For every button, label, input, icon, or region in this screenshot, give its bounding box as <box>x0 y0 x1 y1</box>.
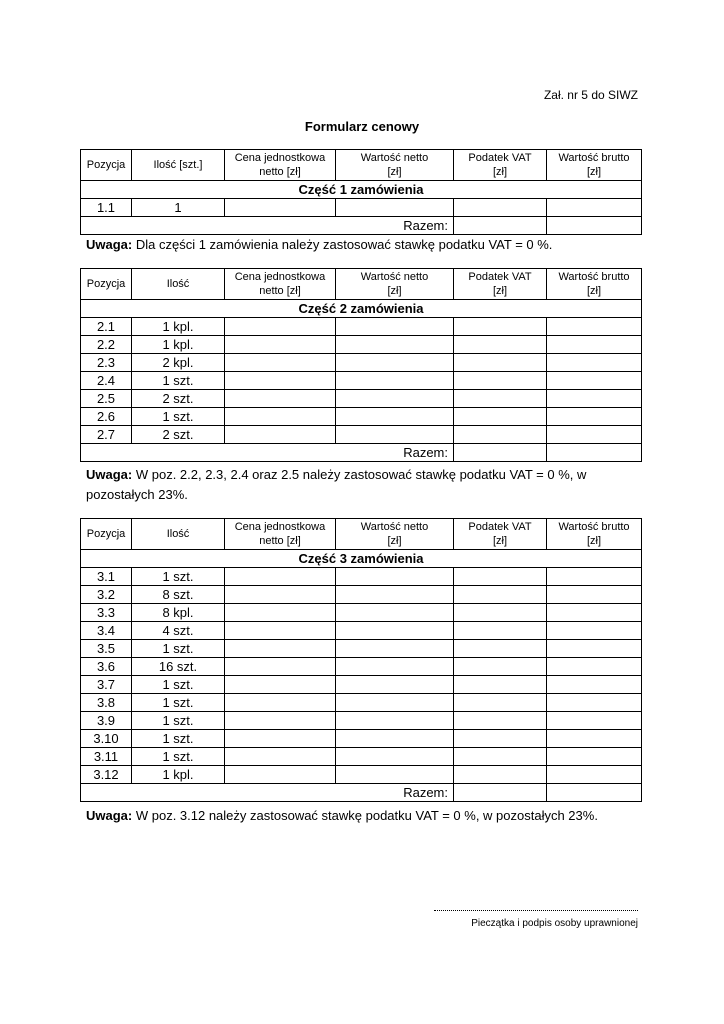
net-value-cell[interactable] <box>336 730 454 748</box>
quantity-cell: 1 <box>132 199 225 217</box>
gross-value-cell[interactable] <box>547 372 642 390</box>
total-vat-cell[interactable] <box>454 217 547 235</box>
gross-value-cell[interactable] <box>547 694 642 712</box>
unit-price-cell[interactable] <box>225 390 336 408</box>
table-row <box>81 408 642 426</box>
quantity-cell: 2 szt. <box>132 390 225 408</box>
net-value-cell[interactable] <box>336 372 454 390</box>
net-value-cell[interactable] <box>336 426 454 444</box>
attachment-reference: Zał. nr 5 do SIWZ <box>543 88 638 102</box>
gross-value-cell[interactable] <box>547 586 642 604</box>
total-gross-cell[interactable] <box>547 217 642 235</box>
column-header: Ilość [szt.] <box>132 150 225 181</box>
unit-price-cell[interactable] <box>225 408 336 426</box>
quantity-cell: 1 szt. <box>132 408 225 426</box>
table-row <box>81 318 642 336</box>
quantity-cell: 16 szt. <box>132 658 225 676</box>
gross-value-cell[interactable] <box>547 658 642 676</box>
table-row <box>81 199 642 217</box>
unit-price-cell[interactable] <box>225 568 336 586</box>
unit-price-cell[interactable] <box>225 354 336 372</box>
part-title: Część 2 zamówienia <box>81 300 642 318</box>
quantity-cell: 1 szt. <box>132 640 225 658</box>
table-row <box>81 372 642 390</box>
column-header: Cena jednostkowa netto [zł] <box>225 150 336 181</box>
column-header: Podatek VAT [zł] <box>454 150 547 181</box>
quantity-cell: 1 kpl. <box>132 318 225 336</box>
vat-cell[interactable] <box>454 336 547 354</box>
unit-price-cell[interactable] <box>225 318 336 336</box>
vat-cell[interactable] <box>454 426 547 444</box>
position-cell: 2.2 <box>81 336 132 354</box>
total-label: Razem: <box>81 217 454 235</box>
column-header: Cena jednostkowa netto [zł] <box>225 269 336 300</box>
quantity-cell: 1 szt. <box>132 712 225 730</box>
note-label: Uwaga: <box>86 237 133 252</box>
net-value-cell[interactable] <box>336 694 454 712</box>
total-label: Razem: <box>81 784 454 802</box>
quantity-cell: 2 kpl. <box>132 354 225 372</box>
position-cell: 3.4 <box>81 622 132 640</box>
vat-cell[interactable] <box>454 748 547 766</box>
gross-value-cell[interactable] <box>547 604 642 622</box>
unit-price-cell[interactable] <box>225 604 336 622</box>
price-table-part-2 <box>80 268 642 462</box>
position-cell: 3.11 <box>81 748 132 766</box>
quantity-cell: 1 szt. <box>132 568 225 586</box>
net-value-cell[interactable] <box>336 586 454 604</box>
column-header: Pozycja <box>81 519 132 550</box>
column-header: Ilość <box>132 519 225 550</box>
column-header: Ilość <box>132 269 225 300</box>
net-value-cell[interactable] <box>336 676 454 694</box>
price-table-part-3 <box>80 518 642 802</box>
vat-cell[interactable] <box>454 390 547 408</box>
unit-price-cell[interactable] <box>225 622 336 640</box>
table-row <box>81 640 642 658</box>
gross-value-cell[interactable] <box>547 766 642 784</box>
quantity-cell: 2 szt. <box>132 426 225 444</box>
part-title: Część 3 zamówienia <box>81 550 642 568</box>
gross-value-cell[interactable] <box>547 426 642 444</box>
column-header: Pozycja <box>81 150 132 181</box>
vat-cell[interactable] <box>454 712 547 730</box>
table-row <box>81 676 642 694</box>
unit-price-cell[interactable] <box>225 199 336 217</box>
vat-note <box>86 465 616 505</box>
table-row <box>81 586 642 604</box>
position-cell: 2.3 <box>81 354 132 372</box>
unit-price-cell[interactable] <box>225 748 336 766</box>
vat-cell[interactable] <box>454 694 547 712</box>
table-header-row <box>81 150 642 181</box>
quantity-cell: 1 szt. <box>132 730 225 748</box>
table-row <box>81 712 642 730</box>
position-cell: 3.6 <box>81 658 132 676</box>
net-value-cell[interactable] <box>336 336 454 354</box>
net-value-cell[interactable] <box>336 658 454 676</box>
table-row <box>81 354 642 372</box>
position-cell: 3.12 <box>81 766 132 784</box>
table-row <box>81 390 642 408</box>
note-label: Uwaga: <box>86 808 133 823</box>
note-text: W poz. 3.12 należy zastosować stawkę podatku VAT = 0 %, w pozostałych 23%. <box>132 808 598 823</box>
quantity-cell: 1 szt. <box>132 372 225 390</box>
note-text: Dla części 1 zamówienia należy zastosować stawkę podatku VAT = 0 %. <box>132 237 553 252</box>
gross-value-cell[interactable] <box>547 354 642 372</box>
position-cell: 3.5 <box>81 640 132 658</box>
column-header: Wartość brutto [zł] <box>547 150 642 181</box>
quantity-cell: 1 szt. <box>132 748 225 766</box>
position-cell: 3.3 <box>81 604 132 622</box>
total-vat-cell[interactable] <box>454 784 547 802</box>
vat-cell[interactable] <box>454 730 547 748</box>
column-header: Wartość brutto [zł] <box>547 269 642 300</box>
net-value-cell[interactable] <box>336 622 454 640</box>
vat-cell[interactable] <box>454 676 547 694</box>
net-value-cell[interactable] <box>336 568 454 586</box>
vat-cell[interactable] <box>454 640 547 658</box>
vat-cell[interactable] <box>454 372 547 390</box>
unit-price-cell[interactable] <box>225 712 336 730</box>
note-label: Uwaga: <box>86 467 133 482</box>
unit-price-cell[interactable] <box>225 766 336 784</box>
unit-price-cell[interactable] <box>225 372 336 390</box>
table-row <box>81 766 642 784</box>
price-table-part-1 <box>80 149 642 235</box>
position-cell: 2.4 <box>81 372 132 390</box>
quantity-cell: 8 szt. <box>132 586 225 604</box>
signature-line <box>434 904 638 911</box>
gross-value-cell[interactable] <box>547 676 642 694</box>
position-cell: 1.1 <box>81 199 132 217</box>
vat-note <box>86 806 616 826</box>
total-gross-cell[interactable] <box>547 444 642 462</box>
table-row <box>81 748 642 766</box>
quantity-cell: 8 kpl. <box>132 604 225 622</box>
position-cell: 3.8 <box>81 694 132 712</box>
unit-price-cell[interactable] <box>225 640 336 658</box>
quantity-cell: 1 kpl. <box>132 336 225 354</box>
net-value-cell[interactable] <box>336 748 454 766</box>
vat-cell[interactable] <box>454 658 547 676</box>
gross-value-cell[interactable] <box>547 622 642 640</box>
table-row <box>81 730 642 748</box>
unit-price-cell[interactable] <box>225 694 336 712</box>
gross-value-cell[interactable] <box>547 730 642 748</box>
quantity-cell: 4 szt. <box>132 622 225 640</box>
unit-price-cell[interactable] <box>225 658 336 676</box>
vat-cell[interactable] <box>454 199 547 217</box>
gross-value-cell[interactable] <box>547 640 642 658</box>
vat-cell[interactable] <box>454 766 547 784</box>
total-row <box>81 784 642 802</box>
total-row <box>81 444 642 462</box>
vat-cell[interactable] <box>454 604 547 622</box>
column-header: Wartość netto [zł] <box>336 150 454 181</box>
position-cell: 3.9 <box>81 712 132 730</box>
signature-caption: Pieczątka i podpis osoby uprawnionej <box>471 918 638 929</box>
net-value-cell[interactable] <box>336 712 454 730</box>
gross-value-cell[interactable] <box>547 318 642 336</box>
position-cell: 2.7 <box>81 426 132 444</box>
vat-cell[interactable] <box>454 568 547 586</box>
column-header: Podatek VAT [zł] <box>454 519 547 550</box>
net-value-cell[interactable] <box>336 354 454 372</box>
gross-value-cell[interactable] <box>547 408 642 426</box>
table-row <box>81 622 642 640</box>
unit-price-cell[interactable] <box>225 730 336 748</box>
column-header: Wartość netto [zł] <box>336 269 454 300</box>
table-header-row <box>81 519 642 550</box>
total-gross-cell[interactable] <box>547 784 642 802</box>
vat-cell[interactable] <box>454 408 547 426</box>
gross-value-cell[interactable] <box>547 390 642 408</box>
position-cell: 3.10 <box>81 730 132 748</box>
table-row <box>81 604 642 622</box>
unit-price-cell[interactable] <box>225 676 336 694</box>
table-header-row <box>81 269 642 300</box>
gross-value-cell[interactable] <box>547 568 642 586</box>
table-row <box>81 426 642 444</box>
total-label: Razem: <box>81 444 454 462</box>
position-cell: 2.5 <box>81 390 132 408</box>
vat-cell[interactable] <box>454 354 547 372</box>
vat-cell[interactable] <box>454 586 547 604</box>
position-cell: 2.6 <box>81 408 132 426</box>
net-value-cell[interactable] <box>336 318 454 336</box>
column-header: Pozycja <box>81 269 132 300</box>
position-cell: 3.2 <box>81 586 132 604</box>
unit-price-cell[interactable] <box>225 586 336 604</box>
net-value-cell[interactable] <box>336 766 454 784</box>
unit-price-cell[interactable] <box>225 426 336 444</box>
unit-price-cell[interactable] <box>225 336 336 354</box>
quantity-cell: 1 szt. <box>132 676 225 694</box>
position-cell: 3.1 <box>81 568 132 586</box>
net-value-cell[interactable] <box>336 408 454 426</box>
net-value-cell[interactable] <box>336 199 454 217</box>
gross-value-cell[interactable] <box>547 712 642 730</box>
net-value-cell[interactable] <box>336 640 454 658</box>
table-row <box>81 694 642 712</box>
net-value-cell[interactable] <box>336 390 454 408</box>
table-row <box>81 336 642 354</box>
note-text: W poz. 2.2, 2.3, 2.4 oraz 2.5 należy zastosować stawkę podatku VAT = 0 %, w pozostałych 23%. <box>86 467 587 502</box>
quantity-cell: 1 kpl. <box>132 766 225 784</box>
quantity-cell: 1 szt. <box>132 694 225 712</box>
column-header: Wartość brutto [zł] <box>547 519 642 550</box>
position-cell: 2.1 <box>81 318 132 336</box>
document-title: Formularz cenowy <box>304 119 420 134</box>
column-header: Podatek VAT [zł] <box>454 269 547 300</box>
column-header: Wartość netto [zł] <box>336 519 454 550</box>
gross-value-cell[interactable] <box>547 748 642 766</box>
table-row <box>81 658 642 676</box>
net-value-cell[interactable] <box>336 604 454 622</box>
total-row <box>81 217 642 235</box>
vat-note <box>86 235 616 255</box>
gross-value-cell[interactable] <box>547 199 642 217</box>
column-header: Cena jednostkowa netto [zł] <box>225 519 336 550</box>
vat-cell[interactable] <box>454 622 547 640</box>
position-cell: 3.7 <box>81 676 132 694</box>
total-vat-cell[interactable] <box>454 444 547 462</box>
table-row <box>81 568 642 586</box>
vat-cell[interactable] <box>454 318 547 336</box>
part-title: Część 1 zamówienia <box>81 181 642 199</box>
gross-value-cell[interactable] <box>547 336 642 354</box>
